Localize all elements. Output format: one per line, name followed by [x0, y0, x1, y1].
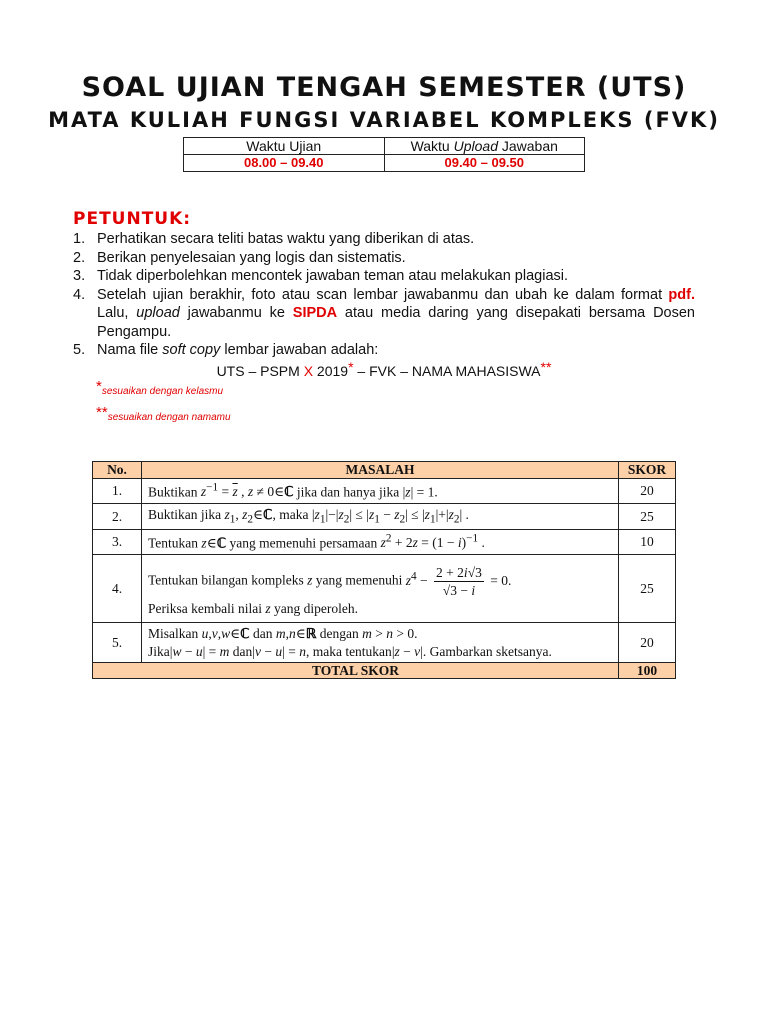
problem-5: Misalkan u,v,w∈ℂ dan m,n∈ℝ dengan m > n > 0. Jika|w − u| = m dan|v − u| = n, maka tentukan|z − v|. Gambarkan sketsanya. — [142, 623, 619, 663]
header-masalah: MASALAH — [142, 462, 619, 479]
header-skor: SKOR — [619, 462, 676, 479]
table-row: 2. Buktikan jika $z_1$, $z_2\in ℂ$, maka $|z_1|-|z_2| \le |z_1 - z_2| \le |z_1|+|z_2|$ . 25 — [93, 504, 676, 530]
instruction-item: 1. Perhatikan secara teliti batas waktu yang diberikan di atas. — [73, 231, 475, 247]
problem-4: Tentukan bilangan kompleks z yang memenuhi $z^4$ − $\frac{2 + 2i√3}{√3 - i}$ = 0. Periksa kembali nilai z yang diperoleh. — [142, 555, 619, 623]
total-value: 100 — [619, 663, 676, 679]
instructions-list — [73, 230, 695, 360]
instruction-item: 3. Tidak diperbolehkan mencontek jawaban teman atau melakukan plagiasi. — [73, 268, 569, 284]
problem-1: Buktikan $z^{-1} = \overline{z}$ , z ≠ 0∈ℂ jika dan hanya jika |z| = 1. — [142, 479, 619, 504]
table-row: 3. Tentukan z∈ℂ yang memenuhi persamaan $z^2 + 2z = (1 - i)^{-1}$ . 10 — [93, 530, 676, 555]
total-label: TOTAL SKOR — [93, 663, 619, 679]
upload-time-label: Waktu Upload Jawaban — [384, 138, 585, 155]
problem-3: Tentukan z∈ℂ yang memenuhi persamaan $z^2 + 2z = (1 - i)^{-1}$ . — [142, 530, 619, 555]
upload-time-value: 09.40 – 09.50 — [384, 155, 585, 172]
problems-table — [92, 461, 676, 679]
header-no: No. — [93, 462, 142, 479]
page-subtitle: MATA KULIAH FUNGSI VARIABEL KOMPLEKS (FVK) — [48, 108, 720, 132]
exam-time-value: 08.00 – 09.40 — [184, 155, 385, 172]
note-name: **sesuaikan dengan namamu — [96, 404, 231, 423]
pdf-format: pdf. — [668, 286, 695, 303]
table-row: 4. Tentukan bilangan kompleks z yang memenuhi $z^4$ − $\frac{2 + 2i√3}{√3 - i}$ = 0. Periksa kembali nilai z yang diperoleh. 25 — [93, 555, 676, 623]
answer-filename: UTS – PSPM X 2019* – FVK – NAMA MAHASISWA** — [216, 359, 552, 379]
note-class: *sesuaikan dengan kelasmu — [96, 378, 224, 397]
page-title: SOAL UJIAN TENGAH SEMESTER (UTS) — [81, 72, 687, 103]
instruction-item: 5. Nama file soft copy lembar jawaban adalah: — [73, 342, 379, 358]
problem-2: Buktikan jika $z_1$, $z_2\in ℂ$, maka $|z_1|-|z_2| \le |z_1 - z_2| \le |z_1|+|z_2|$ . — [142, 504, 619, 530]
sipda-label: SIPDA — [292, 305, 338, 321]
instructions-heading: PETUNTUK: — [73, 209, 192, 229]
table-row: 5. Misalkan u,v,w∈ℂ dan m,n∈ℝ dengan m > n > 0. Jika|w − u| = m dan|v − u| = n, maka tentukan|z − v|. Gambarkan sketsanya. 20 — [93, 623, 676, 663]
total-row — [93, 663, 676, 679]
table-row: 1. Buktikan $z^{-1} = \overline{z}$ , z ≠ 0∈ℂ jika dan hanya jika |z| = 1. 20 — [93, 479, 676, 504]
exam-time-label: Waktu Ujian — [184, 138, 385, 155]
time-table — [183, 137, 585, 172]
instruction-item: 2. Berikan penyelesaian yang logis dan sistematis. — [73, 249, 406, 266]
instruction-item: 4. Setelah ujian berakhir, foto atau scan lembar jawabanmu dan ubah ke dalam format pdf. Lalu, upload jawabanmu ke SIPDA atau media daring yang disepakati bersama Dosen Pengampu. — [73, 286, 695, 340]
